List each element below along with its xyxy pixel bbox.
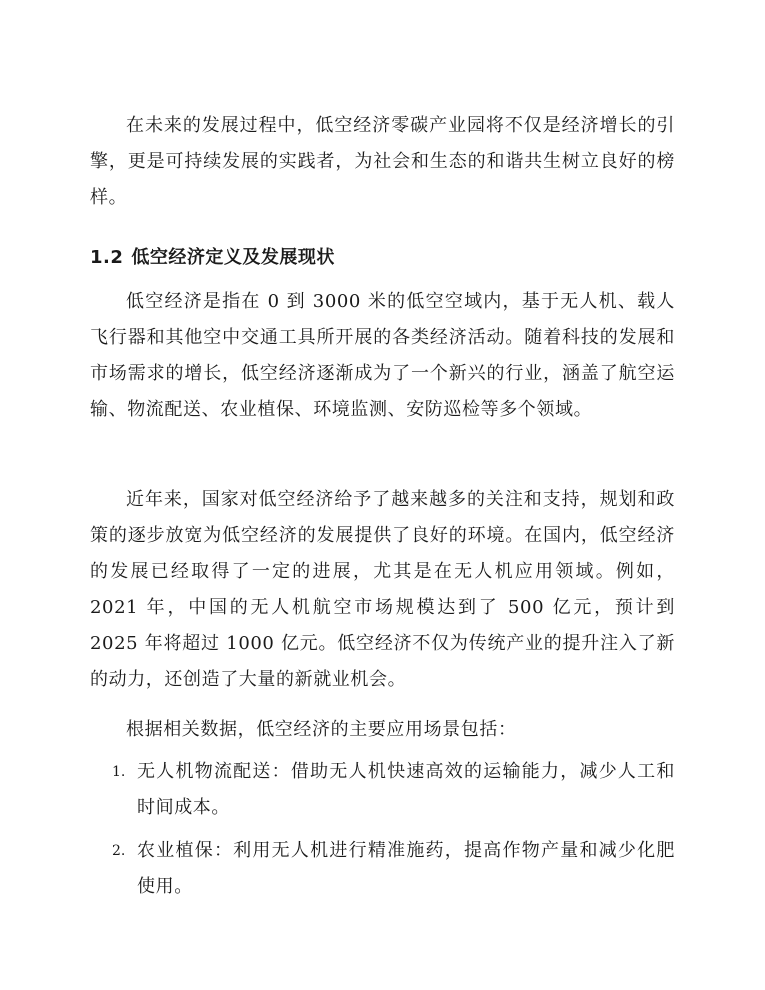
list-item [90, 833, 675, 905]
paragraph-scenarios-intro: 根据相关数据，低空经济的主要应用场景包括： [126, 719, 517, 740]
list-item-text: 无人机物流配送：借助无人机快速高效的运输能力，减少人工和时间成本。 [137, 761, 675, 818]
list-item-text: 农业植保：利用无人机进行精准施药，提高作物产量和减少化肥使用。 [137, 840, 675, 897]
section-title: 低空经济定义及发展现状 [131, 247, 335, 268]
list-item-number: 2. [112, 843, 126, 859]
paragraph-intro: 在未来的发展过程中，低空经济零碳产业园将不仅是经济增长的引擎，更是可持续发展的实践者，为社会和生态的和谐共生树立良好的榜样。 [90, 115, 675, 208]
list-item-number: 1. [112, 764, 126, 780]
paragraph-status: 近年来，国家对低空经济给予了越来越多的关注和支持，规划和政策的逐步放宽为低空经济的发展提供了良好的环境。在国内，低空经济的发展已经取得了一定的进展，尤其是在无人机应用领域。例如，2021 年，中国的无人机航空市场规模达到了 500 亿元，预计到 2025 年将超过 1000 亿元。低空经济不仅为传统产业的提升注入了新的动力，还创造了大量的新就业机会。 [90, 489, 675, 690]
section-heading [90, 244, 675, 272]
list-item [90, 754, 675, 826]
paragraph-definition: 低空经济是指在 0 到 3000 米的低空空域内，基于无人机、载人飞行器和其他空中交通工具所开展的各类经济活动。随着科技的发展和市场需求的增长，低空经济逐渐成为了一个新兴的行业，涵盖了航空运输、物流配送、农业植保、环境监测、安防巡检等多个领域。 [90, 291, 675, 420]
section-number: 1.2 [90, 247, 124, 268]
